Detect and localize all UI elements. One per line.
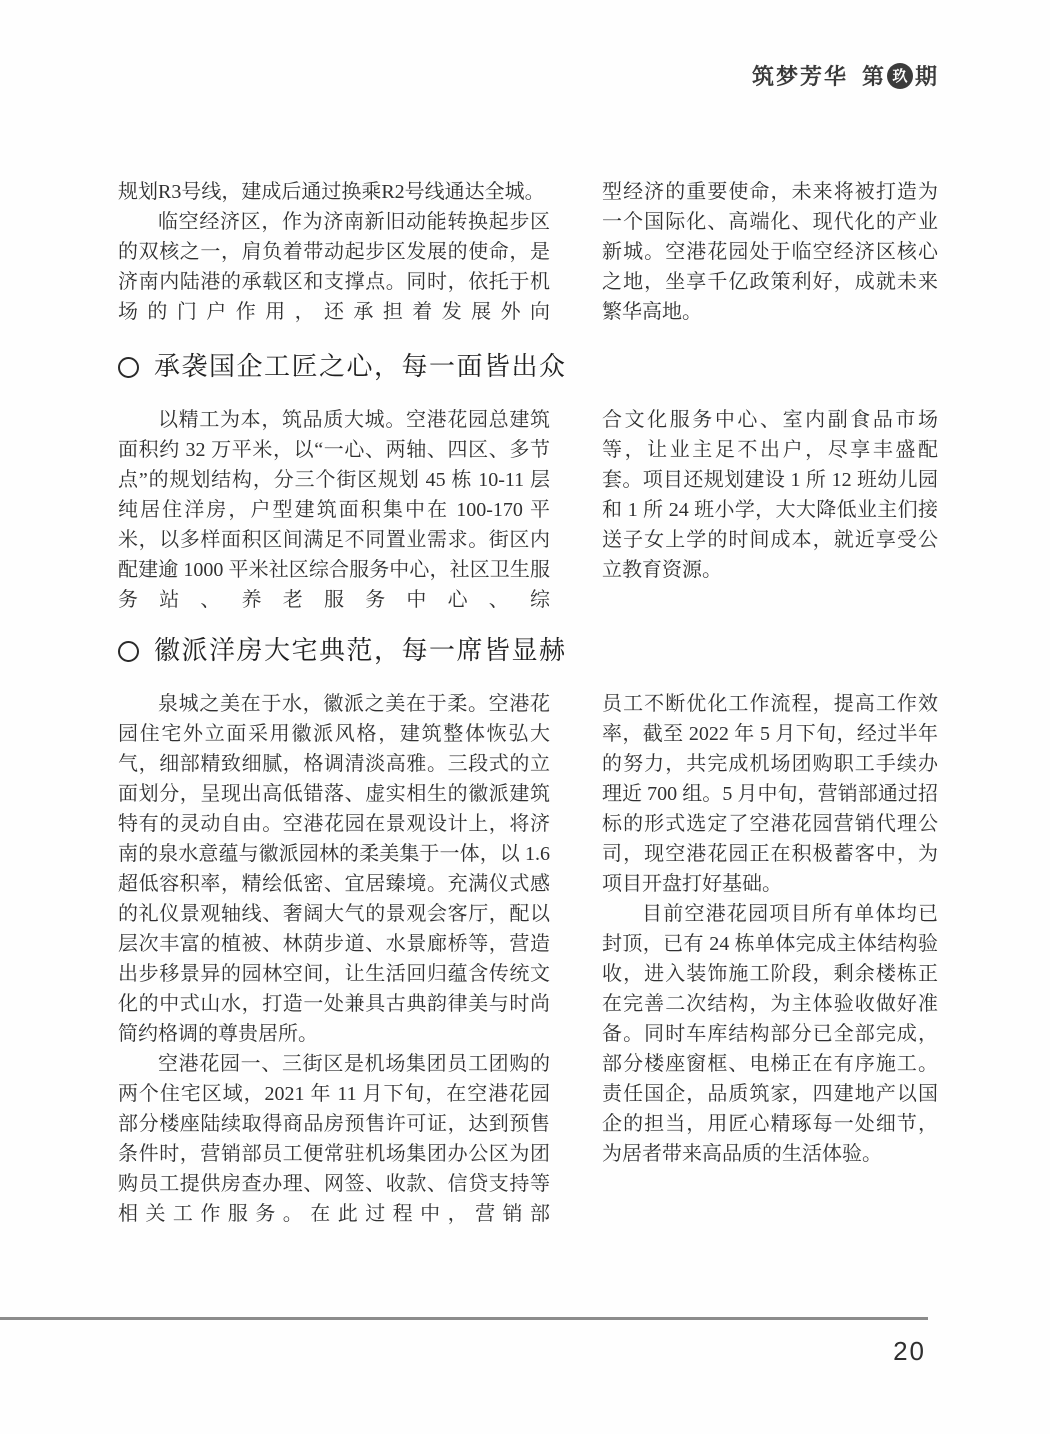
section-2-right-column: [602, 689, 938, 1229]
paragraph: 目前空港花园项目所有单体均已封顶，已有 24 栋单体完成主体结构验收，进入装饰施工阶段，剩余楼栋正在完善二次结构，为主体验收做好准备。同时车库结构部分已全部完成，部分楼座窗框、电梯正在有序施工。责任国企，品质筑家，四建地产以国企的担当，用匠心精琢每一处细节，为居者带来高品质的生活体验。: [602, 903, 938, 1165]
intro-section: [118, 177, 938, 327]
section-1-left-column: [118, 405, 550, 615]
paragraph: 员工不断优化工作流程，提高工作效率，截至 2022 年 5 月下旬，经过半年的努力，共完成机场团购职工手续办理近 700 组。5 月中旬，营销部通过招标的形式选定了空港花园营销代理公司，现空港花园正在积极蓄客中，为项目开盘打好基础。: [602, 693, 938, 895]
circle-bullet-icon: [118, 357, 139, 378]
section-2: [118, 689, 938, 1229]
issue-prefix: 第: [861, 64, 885, 89]
footer-rule: [0, 1317, 928, 1320]
paragraph: 以精工为本，筑品质大城。空港花园总建筑面积约 32 万平米，以“一心、两轴、四区、多节点”的规划结构，分三个街区规划 45 栋 10-11 层纯居住洋房，户型建筑面积集中在 100-170 平米，以多样面积区间满足不同置业需求。街区内配建逾 1000 平米社区综合服务中心，社区卫生服务站、养老服务中心、综: [118, 409, 550, 611]
section-heading-text: 承袭国企工匠之心，每一面皆出众: [154, 352, 567, 381]
section-heading-text: 徽派洋房大宅典范，每一席皆显赫: [154, 636, 567, 665]
section-2-left-column: [118, 689, 550, 1229]
circle-bullet-icon: [118, 641, 139, 662]
section-1: [118, 405, 938, 615]
page-header: [752, 60, 938, 91]
paragraph: 合文化服务中心、室内副食品市场等，让业主足不出户，尽享丰盛配套。项目还规划建设 1 所 12 班幼儿园和 1 所 24 班小学，大大降低业主们接送子女上学的时间成本，就近享受公立教育资源。: [602, 409, 938, 581]
page-number: 20: [893, 1336, 926, 1366]
paragraph: 规划R3号线，建成后通过换乘R2号线通达全城。: [118, 181, 545, 203]
issue-number-badge: 玖: [887, 63, 913, 89]
section-heading-1: [118, 349, 938, 385]
paragraph: 空港花园一、三街区是机场集团员工团购的两个住宅区域，2021 年 11 月下旬，在空港花园部分楼座陆续取得商品房预售许可证，达到预售条件时，营销部员工便常驻机场集团办公区为团购员工提供房查办理、网签、收款、信贷支持等相关工作服务。在此过程中，营销部: [118, 1053, 550, 1225]
paragraph: 泉城之美在于水，徽派之美在于柔。空港花园住宅外立面采用徽派风格，建筑整体恢弘大气，细部精致细腻，格调清淡高雅。三段式的立面划分，呈现出高低错落、虚实相生的徽派建筑特有的灵动自由。空港花园在景观设计上，将济南的泉水意蕴与徽派园林的柔美集于一体，以 1.6 超低容积率，精绘低密、宜居臻境。充满仪式感的礼仪景观轴线、奢阔大气的景观会客厅，配以层次丰富的植被、林荫步道、水景廊桥等，营造出步移景异的园林空间，让生活回归蕴含传统文化的中式山水，打造一处兼具古典韵律美与时尚简约格调的尊贵居所。: [118, 693, 550, 1045]
paragraph: 临空经济区，作为济南新旧动能转换起步区的双核之一，肩负着带动起步区发展的使命，是济南内陆港的承载区和支撑点。同时，依托于机场的门户作用，还承担着发展外向: [118, 211, 550, 323]
paragraph: 型经济的重要使命，未来将被打造为一个国际化、高端化、现代化的产业新城。空港花园处于临空经济区核心之地，坐享千亿政策利好，成就未来繁华高地。: [602, 181, 938, 323]
issue-suffix: 期: [914, 64, 938, 89]
magazine-title: 筑梦芳华: [751, 64, 848, 89]
intro-left-column: [118, 177, 550, 327]
article-body: [118, 177, 938, 1229]
issue-label: [862, 60, 938, 91]
section-heading-2: [118, 633, 938, 669]
intro-right-column: [602, 177, 938, 327]
section-1-right-column: [602, 405, 938, 615]
